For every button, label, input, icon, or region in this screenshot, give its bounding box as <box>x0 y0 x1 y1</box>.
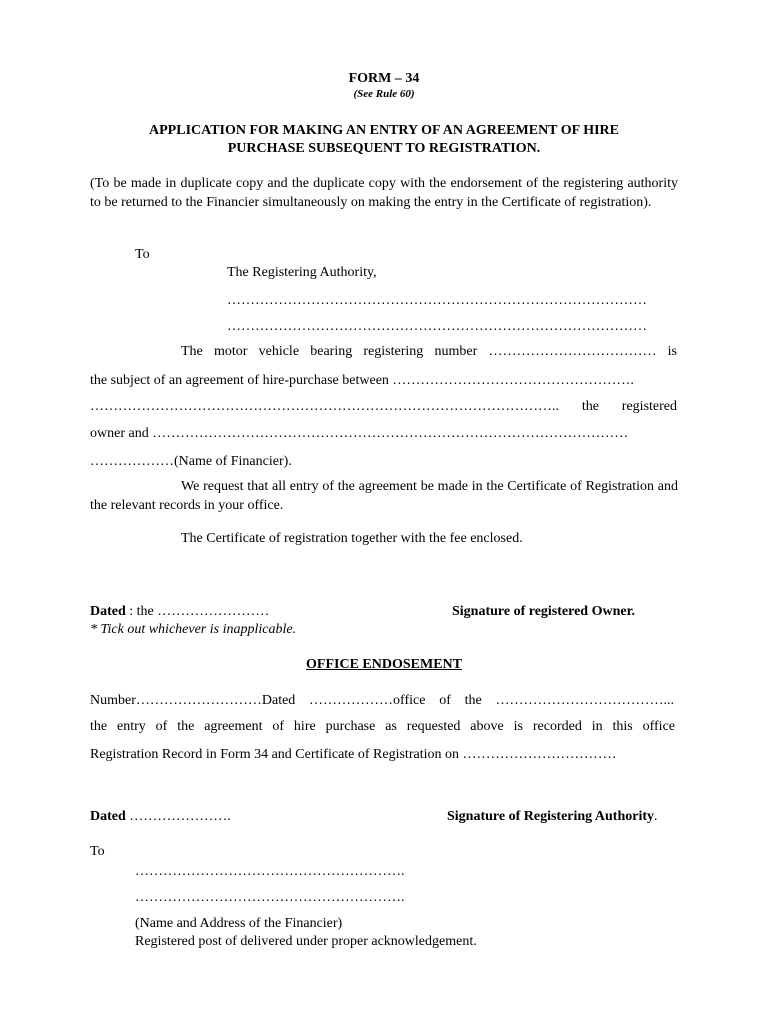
financier-address-line-2: …………………………………………………. <box>135 890 405 905</box>
tick-note: * Tick out whichever is inapplicable. <box>90 622 297 637</box>
financier-name-line: ………………(Name of Financier). <box>90 454 292 469</box>
office-number-line: Number………………………Dated ………………office of the ………………………………... <box>90 693 674 708</box>
financier-address-line-1: …………………………………………………. <box>135 864 405 879</box>
dated-value: : the …………………… <box>125 604 270 619</box>
intro-note: (To be made in duplicate copy and the duplicate copy with the endorsement of the registering authority to be returned to the Financier simultaneously on making the entry in the Certificate of registration). <box>90 176 678 210</box>
dated-label: Dated <box>90 604 126 619</box>
address-to: To <box>135 247 150 262</box>
enclosure-line: The Certificate of registration together with the fee enclosed. <box>181 531 523 546</box>
owner-and-line: owner and ………………………………………………………………………………………… <box>90 426 629 441</box>
office-endorsement-heading: OFFICE ENDOSEMENT <box>306 657 462 672</box>
request-paragraph: We request that all entry of the agreement be made in the Certificate of Registration and the relevant records in your office. <box>90 479 678 513</box>
authority-signature-text: Signature of Registering Authority <box>447 809 655 824</box>
form-title-line-2: PURCHASE SUBSEQUENT TO REGISTRATION. <box>227 141 541 156</box>
owner-signature-label: Signature of registered Owner. <box>452 604 636 619</box>
authority-dated-value: …………………. <box>125 809 231 824</box>
form-number: FORM – 34 <box>348 71 420 86</box>
authority-address-line-1: ……………………………………………………………………………… <box>227 293 647 308</box>
authority-address-line-2: ……………………………………………………………………………… <box>227 319 647 334</box>
authority-dated-line <box>90 808 231 826</box>
hire-purchase-line: the subject of an agreement of hire-purchase between ……………………………………………. <box>90 373 634 388</box>
owner-dated-line <box>90 603 269 621</box>
rule-reference: (See Rule 60) <box>353 88 415 100</box>
authority-signature-end: . <box>654 809 658 824</box>
registering-authority: The Registering Authority, <box>227 265 377 280</box>
office-entry-line: the entry of the agreement of hire purchase as requested above is recorded in this office <box>90 719 675 734</box>
form-title-line-1: APPLICATION FOR MAKING AN ENTRY OF AN AGREEMENT OF HIRE <box>149 123 619 138</box>
footer-to: To <box>90 844 105 859</box>
financier-name-address: (Name and Address of the Financier) <box>135 916 343 931</box>
vehicle-number-line: The motor vehicle bearing registering number ……………………………… is <box>181 344 677 359</box>
authority-dated-label: Dated <box>90 809 126 824</box>
postal-note: Registered post of delivered under proper acknowledgement. <box>135 934 477 949</box>
authority-signature-label <box>447 808 658 826</box>
office-record-line: Registration Record in Form 34 and Certificate of Registration on …………………………… <box>90 747 617 762</box>
registered-owner-line: ……………………………………………………………………………………….. the registered <box>90 399 677 414</box>
